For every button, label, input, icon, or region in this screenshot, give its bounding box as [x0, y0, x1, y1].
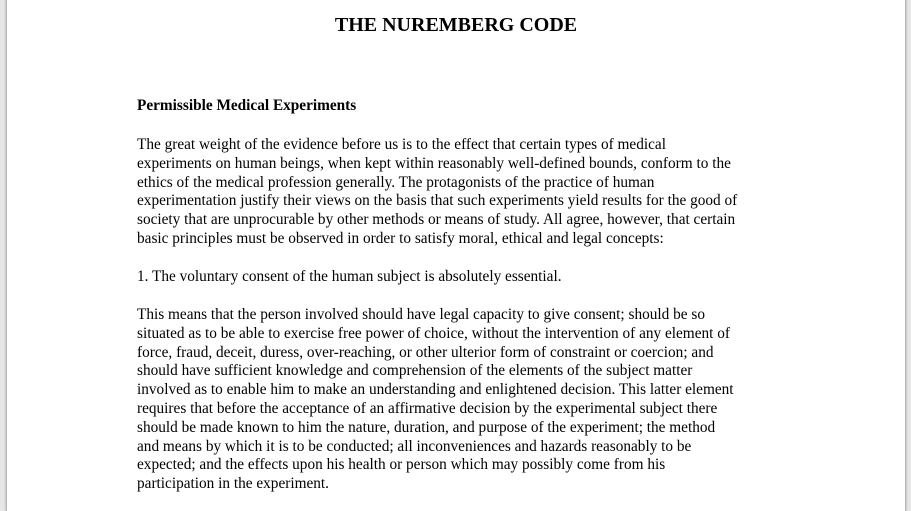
explanation-line: participation in the experiment. — [137, 475, 329, 493]
principle-1-explanation — [137, 306, 797, 494]
explanation-line: This means that the person involved should have legal capacity to give consent; should be so — [137, 306, 705, 323]
intro-line: basic principles must be observed in order to satisfy moral, ethical and legal concepts: — [137, 229, 664, 247]
explanation-line: expected; and the effects upon his health or person which may possibly come from his — [137, 456, 666, 474]
explanation-line: force, fraud, deceit, duress, over-reaching, or other ulterior form of constraint or coercion; and — [137, 343, 714, 361]
explanation-line: involved as to enable him to make an understanding and enlightened decision. This latter element — [137, 381, 734, 399]
intro-line: experimentation justify their views on the basis that such experiments yield results for the good of — [137, 192, 738, 210]
intro-line: experiments on human beings, when kept within reasonably well-defined bounds, conform to the — [137, 154, 731, 172]
intro-line: ethics of the medical profession generally. The protagonists of the practice of human — [137, 173, 655, 191]
intro-line: society that are unprocurable by other methods or means of study. All agree, however, that certain — [137, 211, 736, 229]
page-left-edge — [6, 0, 7, 511]
page-right-edge — [905, 0, 906, 511]
explanation-line: and means by which it is to be conducted; all inconveniences and hazards reasonably to be — [137, 437, 692, 455]
principle-1-statement — [137, 268, 797, 287]
explanation-line: requires that before the acceptance of an affirmative decision by the experimental subject there — [137, 399, 718, 417]
explanation-line: situated as to be able to exercise free power of choice, without the intervention of any element of — [137, 324, 730, 342]
intro-line: The great weight of the evidence before us is to the effect that certain types of medical — [137, 136, 666, 153]
document-page — [6, 0, 906, 511]
document-title: THE NUREMBERG CODE — [334, 14, 578, 36]
explanation-line: should have sufficient knowledge and comprehension of the elements of the subject matter — [137, 362, 693, 380]
principle-1-text: 1. The voluntary consent of the human subject is absolutely essential. — [137, 268, 562, 285]
explanation-line: should be made known to him the nature, duration, and purpose of the experiment; the method — [137, 418, 716, 436]
section-heading: Permissible Medical Experiments — [137, 97, 357, 114]
intro-paragraph — [137, 136, 797, 249]
